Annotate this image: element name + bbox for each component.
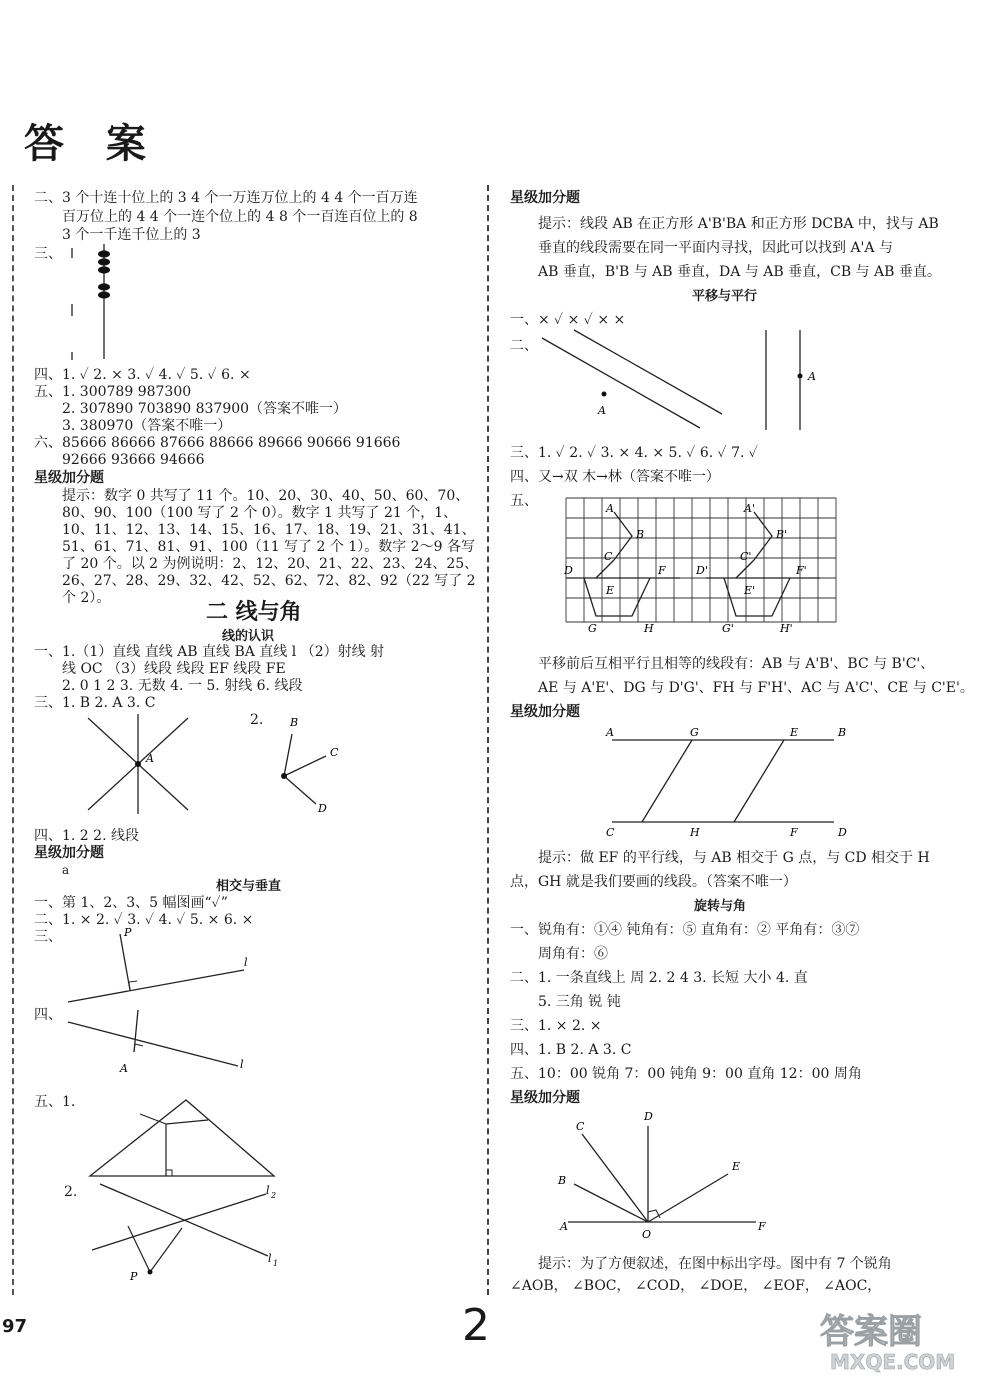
- text-line: 了 20 个。以 2 为例说明：2、12、20、21、22、23、24、25、: [62, 556, 479, 572]
- text-line: 二、1. × 2. ✓ 3. ✓ 4. ✓ 5. × 6. ×: [34, 912, 254, 928]
- text-line: 一、× ✓ × ✓ × ×: [510, 312, 626, 328]
- watermark-url: MXQE.COM: [830, 1350, 956, 1374]
- text-line: 点，GH 就是我们要画的线段。（答案不唯一）: [510, 874, 797, 890]
- text-line: 5. 三角 锐 钝: [538, 994, 621, 1010]
- page-number: 97: [2, 1316, 28, 1337]
- page-title: 答 案: [24, 120, 160, 167]
- point-label: B: [838, 726, 847, 739]
- watermark-text: 答案圈: [820, 1312, 922, 1352]
- text-line: 提示：线段 AB 在正方形 A'B'BA 和正方形 DCBA 中，找与 AB: [538, 216, 939, 232]
- point-label: G: [588, 622, 597, 635]
- text-line: 三、: [34, 246, 62, 262]
- text-line: 三、1. ✓ 2. ✓ 3. × 4. × 5. ✓ 6. ✓ 7. ✓: [510, 445, 758, 461]
- line-subscript: 2: [271, 1191, 277, 1200]
- text-line: 平移前后互相平行且相等的线段有：AB 与 A'B'、BC 与 B'C'、: [538, 656, 935, 672]
- text-line: a: [62, 863, 70, 877]
- point-label: A: [146, 752, 154, 765]
- point-label: A: [120, 1062, 128, 1075]
- section-heading: 星级加分题: [510, 1090, 580, 1106]
- point-label: A: [560, 1220, 568, 1233]
- point-label: C: [606, 826, 615, 839]
- text-line: 垂直的线段需要在同一平面内寻找，因此可以找到 A'A 与: [538, 240, 893, 256]
- chapter-heading: 二 线与角: [206, 600, 302, 625]
- angles-figure: [556, 1110, 776, 1246]
- text-line: 26、27、28、29、32、42、52、62、72、82、92（22 写了 2: [62, 573, 476, 589]
- two-lines-perpendicular-figure: [90, 1180, 290, 1283]
- text-line: 二、3 个十连十位上的 3 4 个一万连万位上的 4 4 个一百万连: [34, 190, 418, 206]
- point-label: D: [838, 826, 847, 839]
- point-label: F: [790, 826, 798, 839]
- section-heading: 星级加分题: [34, 470, 104, 486]
- point-label: P: [130, 1270, 138, 1283]
- text-line: 二、: [510, 338, 538, 354]
- point-label: D: [564, 564, 573, 577]
- line-label: l: [244, 956, 248, 969]
- point-label: C: [330, 746, 339, 759]
- text-line: 51、61、71、81、91、100（11 写了 2 个 1）。数字 2～9 各写: [62, 539, 475, 555]
- parallelogram-figure: [604, 726, 854, 838]
- point-label: E: [606, 584, 615, 597]
- point-label: H': [780, 622, 793, 635]
- point-label: A: [606, 726, 614, 739]
- text-line: 80、90、100（100 写了 2 个 0）。数字 1 共写了 21 个，1、: [62, 505, 458, 521]
- text-line: 五、1.: [34, 1094, 76, 1110]
- subsection-heading: 线的认识: [222, 629, 275, 644]
- text-line: AE 与 A'E'、DG 与 D'G'、FH 与 F'H'、AC 与 A'C'、CE 与 C'E'。: [538, 680, 974, 696]
- text-line: 五、10：00 锐角 7：00 钝角 9：00 直角 12：00 周角: [510, 1066, 862, 1082]
- section-heading: 星级加分题: [34, 845, 104, 861]
- point-label: E: [732, 1160, 741, 1173]
- text-line: 六、85666 86666 87666 88666 89666 90666 91666: [34, 435, 401, 451]
- left-margin-rule: [12, 185, 14, 1295]
- subsection-heading: 平移与平行: [692, 289, 758, 304]
- text-line: 线 OC （3）线段 线段 EF 线段 FE: [62, 661, 286, 677]
- point-label: D: [644, 1110, 653, 1123]
- point-label: H: [644, 622, 654, 635]
- point-label: A: [808, 370, 816, 383]
- line-subscript: 1: [273, 1259, 279, 1268]
- section-heading: 星级加分题: [510, 190, 580, 206]
- text-line: 92666 93666 94666: [62, 452, 205, 468]
- text-line: 个 2）。: [62, 590, 111, 606]
- parallel-lines-figure: [540, 330, 820, 430]
- perpendicular-figure-1: [64, 926, 254, 1006]
- text-line: 四、1. B 2. A 3. C: [510, 1042, 632, 1058]
- text-line: AB 垂直，B'B 与 AB 垂直，DA 与 AB 垂直，CB 与 AB 垂直。: [538, 264, 941, 280]
- point-label: B: [558, 1174, 567, 1187]
- abacus-figure: [64, 244, 124, 364]
- text-line: 三、1. × 2. ×: [510, 1018, 602, 1034]
- point-label: P: [124, 926, 132, 939]
- text-line: 二、1. 一条直线上 周 2. 2 4 3. 长短 大小 4. 直: [510, 970, 808, 986]
- point-label: G: [690, 726, 699, 739]
- point-label: D: [318, 802, 327, 815]
- subsection-heading: 相交与垂直: [216, 879, 282, 894]
- point-label: F: [658, 564, 666, 577]
- point-label: A: [598, 404, 606, 417]
- point-label: C: [604, 550, 613, 563]
- text-line: 2. 0 1 2 3. 无数 4. 一 5. 射线 6. 线段: [62, 678, 303, 694]
- text-line: 10、11、12、13、14、15、16、17、18、19、21、31、41、: [62, 522, 476, 538]
- text-line: 一、锐角有：①④ 钝角有：⑤ 直角有：② 平角有：③⑦: [510, 922, 860, 938]
- text-line: 提示：做 EF 的平行线，与 AB 相交于 G 点，与 CD 相交于 H: [538, 850, 930, 866]
- line-label: l: [240, 1058, 244, 1071]
- triangle-figure: [84, 1098, 284, 1188]
- point-label: B': [776, 528, 788, 541]
- text-line: 2. 307890 703890 837900（答案不唯一）: [62, 401, 348, 417]
- point-label: F: [758, 1220, 766, 1233]
- text-line: ∠AOB， ∠BOC， ∠COD， ∠DOE， ∠EOF， ∠AOC，: [510, 1278, 882, 1294]
- point-label: G': [722, 622, 734, 635]
- text-line: 一、1.（1）直线 直线 AB 直线 BA 直线 l （2）射线 射: [34, 644, 385, 660]
- text-line: 3 个一千连千位上的 3: [62, 227, 201, 243]
- point-label: O: [642, 1228, 652, 1241]
- text-line: 四、: [34, 1007, 62, 1023]
- text-line: 四、1. 2 2. 线段: [34, 828, 139, 844]
- handwritten-mark: 2: [462, 1300, 490, 1351]
- text-line: 2.: [250, 712, 264, 728]
- text-line: 提示：为了方便叙述，在图中标出字母。图中有 7 个锐角: [538, 1256, 892, 1272]
- text-line: 四、又→双 木→林（答案不唯一）: [510, 469, 720, 485]
- perpendicular-figure-2: [64, 1010, 254, 1090]
- subsection-heading: 旋转与角: [694, 899, 747, 914]
- text-line: 三、1. B 2. A 3. C: [34, 695, 156, 711]
- column-divider: [487, 185, 489, 1295]
- point-label: E': [744, 584, 756, 597]
- text-line: 3. 380970（答案不唯一）: [62, 418, 232, 434]
- point-label: C: [576, 1120, 585, 1133]
- text-line: 五、1. 300789 987300: [34, 384, 192, 400]
- watermark-logo: [810, 1305, 990, 1375]
- text-line: 提示：数字 0 共写了 11 个。10、20、30、40、50、60、70、: [62, 488, 470, 504]
- point-label: D': [696, 564, 708, 577]
- rays-figure: [270, 714, 360, 814]
- point-label: H: [690, 826, 700, 839]
- point-label: B: [636, 528, 645, 541]
- point-label: C': [740, 550, 752, 563]
- text-line: 一、第 1、2、3、5 幅图画“✓”: [34, 895, 228, 911]
- point-label: A': [744, 502, 755, 515]
- text-line: 百万位上的 4 4 个一连个位上的 4 8 个一百连百位上的 8: [62, 209, 418, 225]
- point-label: B: [290, 716, 299, 729]
- text-line: 周角有：⑥: [538, 946, 608, 962]
- point-label: A: [606, 502, 614, 515]
- text-line: 四、1. ✓ 2. × 3. ✓ 4. ✓ 5. ✓ 6. ×: [34, 367, 251, 383]
- intersecting-lines-figure: [74, 714, 204, 814]
- section-heading: 星级加分题: [510, 704, 580, 720]
- text-line: 三、: [34, 929, 62, 945]
- point-label: F': [796, 564, 807, 577]
- line-label: l: [268, 1252, 272, 1265]
- text-line: 五、: [510, 493, 538, 509]
- text-line: 2.: [64, 1184, 78, 1200]
- translation-grid-figure: [562, 498, 844, 634]
- point-label: E: [790, 726, 799, 739]
- line-label: l: [266, 1184, 270, 1197]
